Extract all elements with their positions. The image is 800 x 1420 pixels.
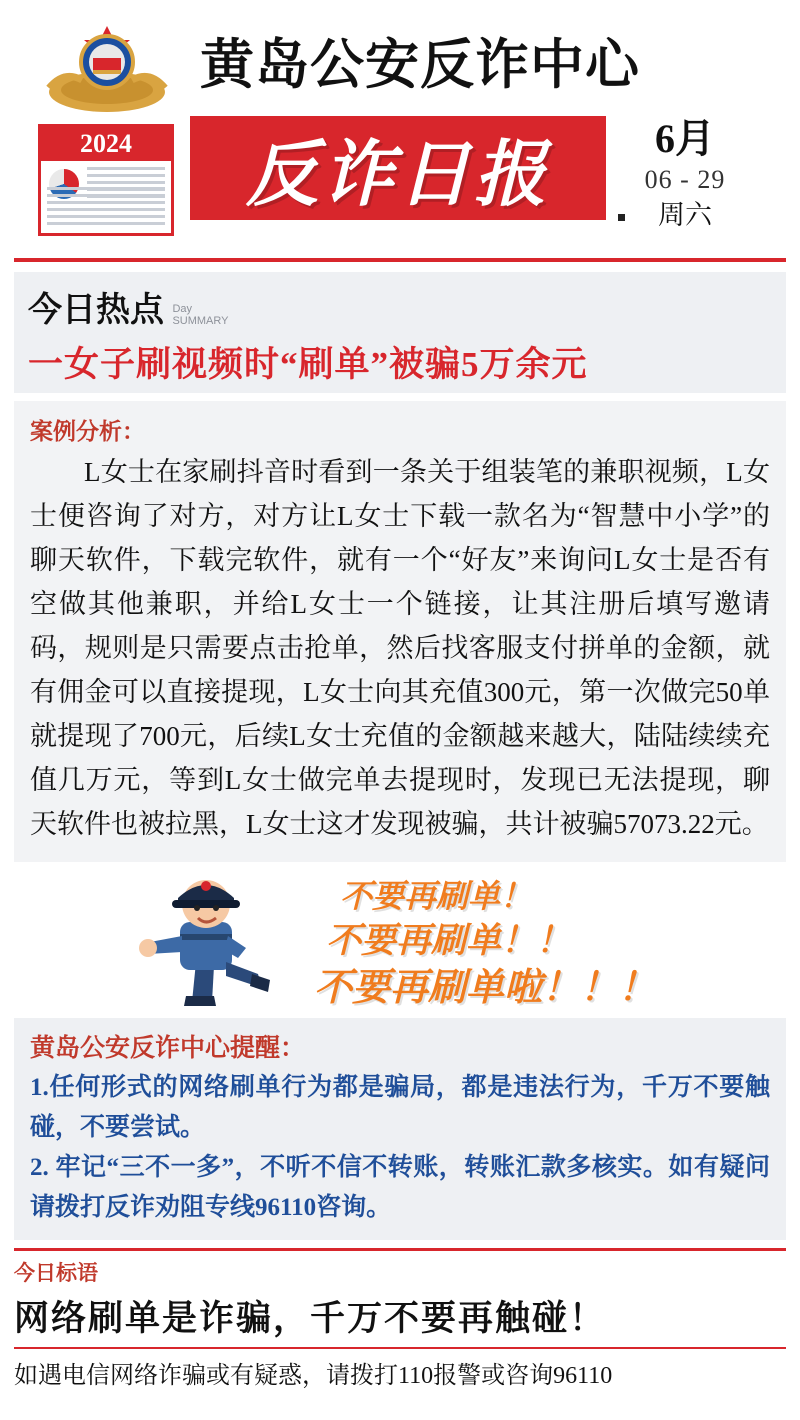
hot-topic-headline: 一女子刷视频时“刷单”被骗5万余元 <box>28 345 588 384</box>
hot-topic-subtitle <box>172 303 228 331</box>
hot-topic-subtitle-line1: Day <box>172 303 193 315</box>
slogan-section <box>14 1248 786 1390</box>
bullet-dot-icon <box>618 214 625 221</box>
hot-topic-subtitle-line2: SUMMARY <box>172 315 229 327</box>
date-block <box>610 116 760 232</box>
daily-title-text: 反诈日报 <box>245 135 550 215</box>
reminder-item-2: 2. 牢记“三不一多”，不听不信不转账，转账汇款多核实。如有疑问请拨打反诈劝阻专线96110咨询。 <box>30 1154 770 1221</box>
date-weekday <box>610 198 760 232</box>
calendar-block <box>38 124 174 236</box>
mascot-slogan-row <box>14 868 786 1018</box>
slogan-label: 今日标语 <box>14 1261 98 1285</box>
police-badge-icon <box>44 18 170 122</box>
header-divider <box>14 258 786 262</box>
date-weekday-text: 周六 <box>658 200 712 230</box>
reminder-title: 黄岛公安反诈中心提醒： <box>30 1035 306 1062</box>
calendar-year: 2024 <box>41 127 171 161</box>
calendar-body <box>41 161 171 233</box>
case-analysis-label: 案例分析： <box>30 419 145 444</box>
hot-topic-title: 今日热点 <box>28 292 164 329</box>
calendar-lines-bottom <box>47 187 165 229</box>
slogan-main-text: 网络刷单是诈骗，千万不要再触碰！ <box>14 1299 607 1338</box>
shout-line-2: 不要再刷单！！ <box>326 921 572 960</box>
date-day: 06 - 29 <box>644 165 726 194</box>
shout-line-1: 不要再刷单！ <box>340 878 533 914</box>
daily-title-band <box>190 116 606 220</box>
shout-slogan <box>314 874 656 1012</box>
case-analysis-text: L女士在家刷抖音时看到一条关于组装笔的兼职视频，L女士便咨询了对方，对方让L女士下载一款名为“智慧中小学”的聊天软件，下载完软件，就有一个“好友”来询问L女士是否有空做其他兼职，并给L女士一个链接，让其注册后填写邀请码，规则是只需要点击抢单，然后找客服支付拼单的金额，就有佣金可以直接提现，L女士向其充值300元，第一次做完50单就提现了700元，后续L女士充值的金额越来越大，陆陆续续充值几万元，等到L女士做完单去提现时，发现已无法提现，聊天软件也被拉黑，L女士这才发现被骗，共计被骗57073.22元。 <box>30 457 770 839</box>
reminder-item-1: 1.任何形式的网络刷单行为都是骗局，都是违法行为，千万不要触碰，不要尝试。 <box>30 1074 770 1141</box>
police-officer-cartoon-icon <box>134 870 284 1012</box>
shout-line-3: 不要再刷单啦！！！ <box>314 967 657 1009</box>
org-title: 黄岛公安反诈中心 <box>200 35 640 95</box>
poster-header <box>14 0 786 252</box>
footer-hotline-text: 如遇电信网络诈骗或有疑惑，请拨打110报警或咨询96110 <box>14 1347 786 1390</box>
reminder-section <box>14 1018 786 1240</box>
hot-topic-section <box>14 272 786 393</box>
date-month: 6月 <box>655 116 715 161</box>
case-analysis-section <box>14 401 786 862</box>
